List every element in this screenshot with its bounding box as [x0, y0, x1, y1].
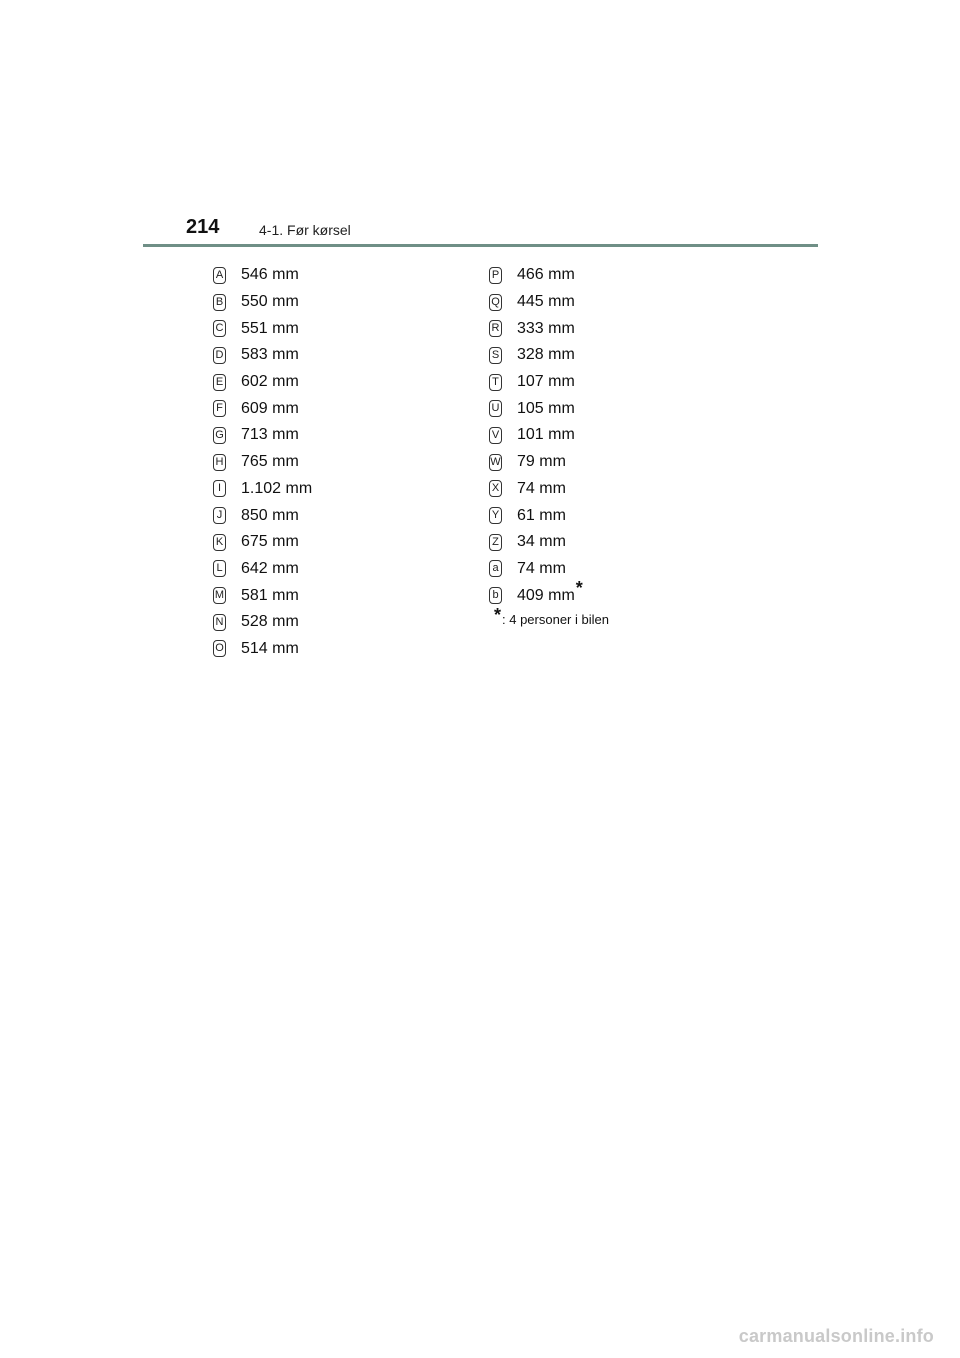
letter-marker: B [213, 294, 226, 311]
measurement-value: 583 mm [241, 346, 299, 364]
list-item [489, 556, 609, 583]
letter-marker: a [489, 560, 502, 577]
letter-marker: Q [489, 294, 502, 311]
letter-marker: M [213, 587, 226, 604]
list-item [213, 422, 312, 449]
measurement-value: 602 mm [241, 373, 299, 391]
measurement-value: 642 mm [241, 559, 299, 577]
list-item [213, 369, 312, 396]
measurement-value: 101 mm [517, 426, 575, 444]
measurement-value: 107 mm [517, 373, 575, 391]
footnote-marker: * [494, 604, 502, 625]
measurement-list-right [489, 262, 609, 631]
letter-marker: R [489, 320, 502, 337]
footnote-text: : 4 personer i bilen [502, 611, 609, 627]
letter-marker: J [213, 507, 226, 524]
list-item [213, 449, 312, 476]
letter-marker: T [489, 374, 502, 391]
list-item [489, 395, 609, 422]
letter-marker: E [213, 374, 226, 391]
list-item [213, 556, 312, 583]
measurement-value: 581 mm [241, 586, 299, 604]
letter-marker: L [213, 560, 226, 577]
list-item [489, 315, 609, 342]
measurement-value: 551 mm [241, 319, 299, 337]
letter-marker: A [213, 267, 226, 284]
measurement-value: 713 mm [241, 426, 299, 444]
letter-marker: V [489, 427, 502, 444]
measurement-value: 850 mm [241, 506, 299, 524]
letter-marker: H [213, 454, 226, 471]
section-title: 4-1. Før kørsel [259, 222, 351, 238]
letter-marker: K [213, 534, 226, 551]
list-item [213, 315, 312, 342]
measurement-value: 328 mm [517, 346, 575, 364]
list-item [489, 369, 609, 396]
letter-marker: C [213, 320, 226, 337]
letter-marker: S [489, 347, 502, 364]
list-item [489, 262, 609, 289]
measurement-value: 609 mm [241, 399, 299, 417]
measurement-value: 445 mm [517, 293, 575, 311]
measurement-value: 74 mm [517, 479, 566, 497]
list-item [489, 529, 609, 556]
letter-marker: b [489, 587, 502, 604]
letter-marker: O [213, 640, 226, 657]
measurement-value: 546 mm [241, 266, 299, 284]
letter-marker: N [213, 614, 226, 631]
measurement-value: 105 mm [517, 399, 575, 417]
letter-marker: F [213, 400, 226, 417]
watermark: carmanualsonline.info [738, 1326, 934, 1346]
letter-marker: Z [489, 534, 502, 551]
measurement-value: 466 mm [517, 266, 575, 284]
letter-marker: I [213, 480, 226, 497]
measurement-value: 1.102 mm [241, 479, 313, 497]
page-header [0, 0, 960, 250]
letter-marker: W [489, 454, 502, 471]
measurement-value: 550 mm [241, 293, 299, 311]
list-item [489, 289, 609, 316]
letter-marker: U [489, 400, 502, 417]
letter-marker: X [489, 480, 502, 497]
measurement-value: 61 mm [517, 506, 566, 524]
measurement-value: 514 mm [241, 639, 299, 657]
letter-marker: D [213, 347, 226, 364]
measurement-value: 409 mm [517, 586, 575, 604]
footnote-reference: * [575, 578, 583, 599]
list-item [489, 342, 609, 369]
measurement-value: 675 mm [241, 533, 299, 551]
list-item [213, 636, 312, 663]
list-item [213, 502, 312, 529]
list-item [489, 578, 609, 609]
measurement-list-left [213, 262, 312, 662]
footnote [494, 604, 609, 631]
measurement-value: 34 mm [517, 533, 566, 551]
page-number: 214 [186, 216, 220, 238]
list-item [489, 422, 609, 449]
list-item [213, 395, 312, 422]
list-item [489, 449, 609, 476]
list-item [213, 582, 312, 609]
list-item [213, 529, 312, 556]
letter-marker: Y [489, 507, 502, 524]
measurement-value: 74 mm [517, 559, 566, 577]
letter-marker: G [213, 427, 226, 444]
list-item [213, 289, 312, 316]
measurement-value: 528 mm [241, 613, 299, 631]
measurement-value: 333 mm [517, 319, 575, 337]
measurement-value: 79 mm [517, 453, 566, 471]
list-item [213, 476, 312, 503]
list-item [213, 609, 312, 636]
measurement-value: 765 mm [241, 453, 299, 471]
list-item [489, 502, 609, 529]
list-item [213, 342, 312, 369]
list-item [489, 476, 609, 503]
list-item [213, 262, 312, 289]
header-divider [143, 244, 818, 247]
letter-marker: P [489, 267, 502, 284]
